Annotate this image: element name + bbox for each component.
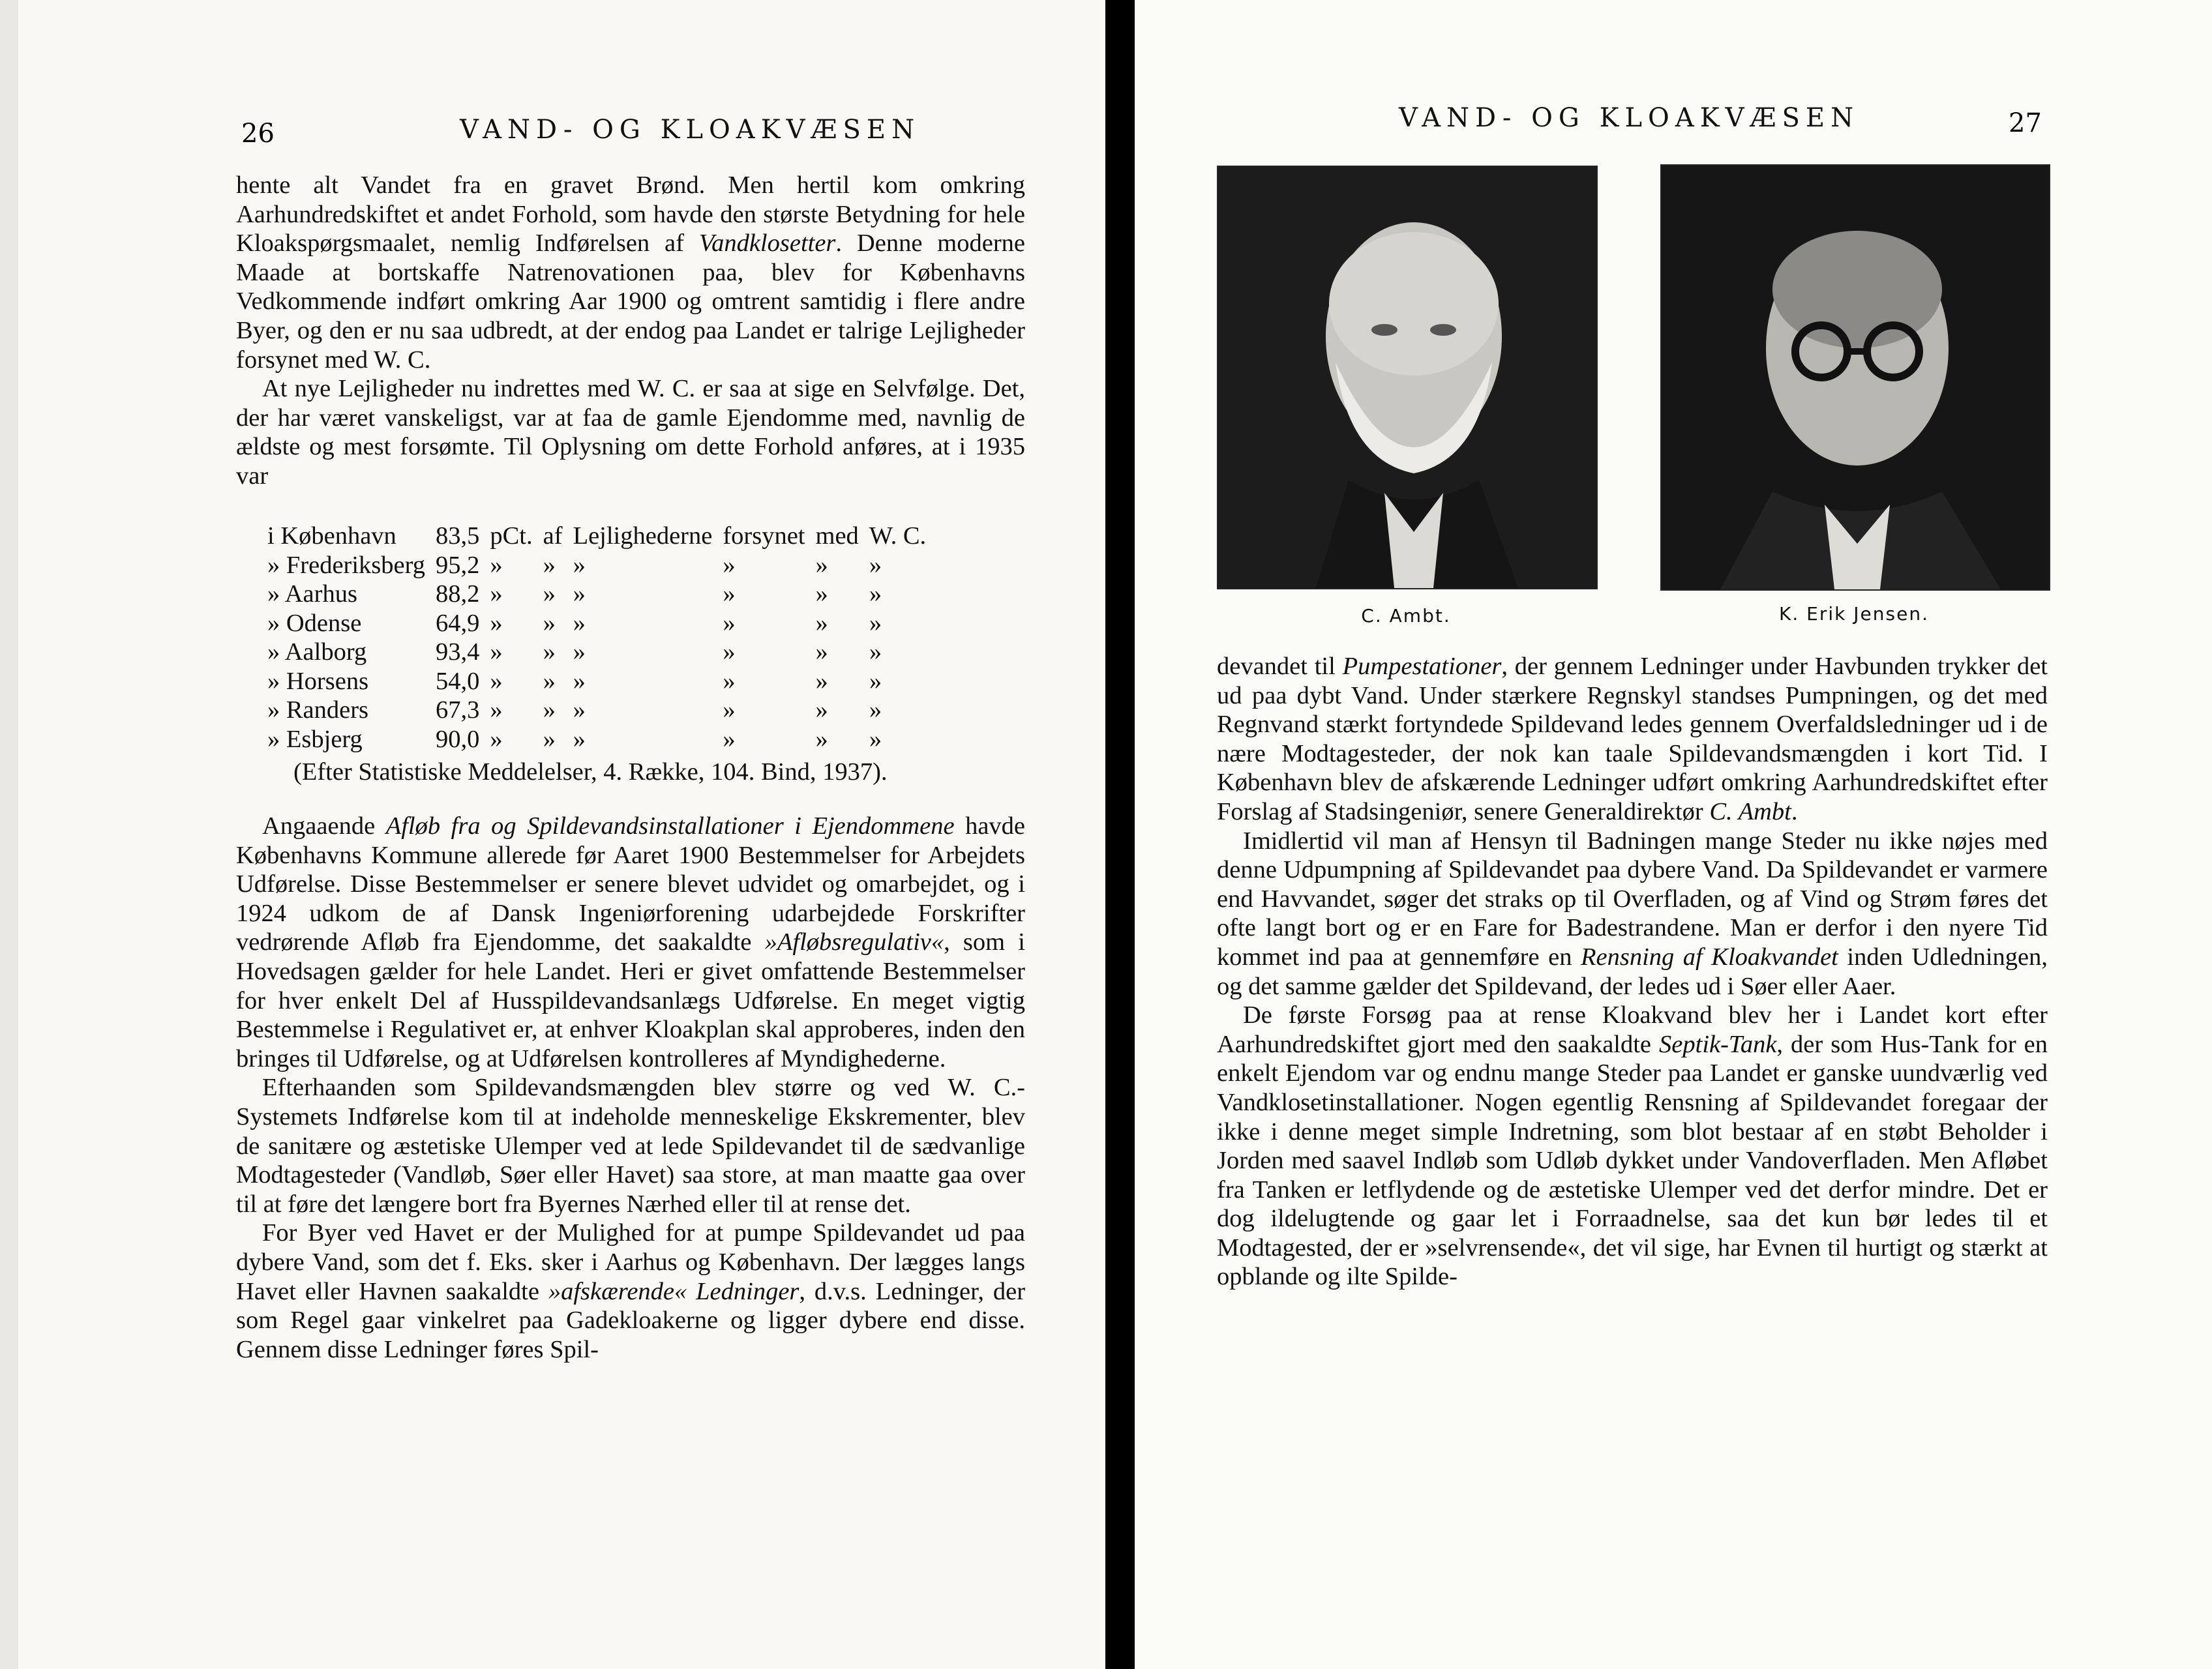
- table-cell-c5: »: [815, 638, 828, 666]
- table-cell-c5: med: [815, 522, 859, 550]
- paragraph: Efterhaanden som Spildevandsmængden blev større og ved W. C.-Systemets Indførelse kom til at indeholde menneskelige Ekskrementer, blev de sanitære og æstetiske Ulemper ved at lede Spildevandet til de sædvanlige Modtagesteder (Vandløb, Søer eller Havet) saa store, at man maatte gaa over til at føre det længere bort fra Byernes Nærhed eller til at rense det.: [236, 1074, 1025, 1218]
- table-cell-c6: »: [869, 580, 882, 608]
- table-cell-c1: »: [490, 696, 503, 724]
- table-cell-c4: »: [723, 609, 736, 637]
- table-cell-c6: W. C.: [869, 522, 927, 550]
- table-cell-c6: »: [869, 696, 882, 724]
- table-cell-c6: »: [869, 551, 882, 579]
- table-cell-c3: »: [573, 551, 586, 579]
- portrait-photo: [1660, 164, 2050, 591]
- right-page: [1135, 0, 2212, 1669]
- table-cell-c2: »: [543, 551, 556, 579]
- table-cell-c2: »: [543, 725, 556, 753]
- table-cell-c6: »: [869, 725, 882, 753]
- table-row: [267, 609, 936, 638]
- running-head: VAND- OG KLOAKVÆSEN: [460, 115, 921, 145]
- table-source: (Efter Statistiske Meddelelser, 4. Række, 104. Bind, 1937).: [293, 758, 888, 786]
- statistics-table: [267, 522, 936, 754]
- table-cell-city: » Esbjerg: [267, 725, 363, 753]
- paragraph: At nye Lejligheder nu indrettes med W. C. er saa at sige en Selvfølge. Det, der har været vanskeligst, var at faa de gamle Ejendomme med, navnlig de ældste og mest forsømte. Til Oplysning om dette Forhold anføres, at i 1935 var: [236, 375, 1025, 490]
- table-cell-c6: »: [869, 667, 882, 695]
- caption: C. Ambt.: [1361, 605, 1451, 627]
- table-cell-c3: »: [573, 696, 586, 724]
- table-cell-c1: »: [490, 580, 503, 608]
- table-cell-c3: Lejlighederne: [573, 522, 713, 550]
- table-cell-c4: »: [723, 551, 736, 579]
- table-cell-c3: »: [573, 580, 586, 608]
- page-edge: [0, 0, 18, 1669]
- table-row: [267, 638, 936, 667]
- page-number: 26: [241, 119, 275, 149]
- table-cell-c5: »: [815, 609, 828, 637]
- portrait-illustration: [1662, 166, 2049, 589]
- table-cell-c3: »: [573, 638, 586, 666]
- table-row: [267, 551, 936, 580]
- table-cell-c1: pCt.: [490, 522, 533, 550]
- table-cell-c2: »: [543, 580, 556, 608]
- table-cell-c5: »: [815, 551, 828, 579]
- running-head: VAND- OG KLOAKVÆSEN: [1399, 103, 1860, 133]
- text-block-bottom: [236, 812, 1025, 1364]
- portrait-photo: [1217, 166, 1598, 589]
- table-cell-value: 67,3: [436, 696, 480, 724]
- table-cell-c3: »: [573, 725, 586, 753]
- table-cell-city: » Randers: [267, 696, 369, 724]
- table-cell-c5: »: [815, 696, 828, 724]
- table-cell-city: » Aarhus: [267, 580, 357, 608]
- table-cell-c2: »: [543, 609, 556, 637]
- table-cell-c3: »: [573, 609, 586, 637]
- table-cell-c4: »: [723, 638, 736, 666]
- left-page: [0, 0, 1105, 1669]
- table-row: [267, 725, 936, 754]
- table-row: [267, 667, 936, 696]
- paragraph: devandet til Pumpestationer, der gennem Ledninger under Havbunden trykker det ud paa dybt Vand. Under stærkere Regnskyl standses Pumpningen, og det med Regnvand stærkt fortyndede Spildevand ledes gennem Overfaldsledninger ud i de nære Modtagesteder, der nok kan taale Spildevandsmængden i kort Tid. I København blev de afskærende Ledninger udført omkring Aarhundredskiftet efter Forslag af Stadsingeniør, senere Generaldirektør C. Ambt.: [1217, 653, 2048, 825]
- text-block: [1217, 652, 2048, 1292]
- caption: K. Erik Jensen.: [1779, 603, 1929, 625]
- table-cell-c1: »: [490, 551, 503, 579]
- table-cell-c5: »: [815, 725, 828, 753]
- table-cell-c2: »: [543, 696, 556, 724]
- table-cell-value: 93,4: [436, 638, 480, 666]
- paragraph: Angaaende Afløb fra og Spildevandsinstallationer i Ejendommene havde Københavns Kommune allerede før Aaret 1900 Bestemmelser for Arbejdets Udførelse. Disse Bestemmelser er senere blevet udvidet og omarbejdet, og i 1924 udkom de af Dansk Ingeniørforening udarbejdede Forskrifter vedrørende Afløb fra Ejendomme, det saakaldte »Afløbsregulativ«, som i Hovedsagen gælder for hele Landet. Heri er givet omfattende Bestemmelser for hver enkelt Del af Husspildevandsanlægs Udførelse. En meget vigtig Bestemmelse i Regulativet er, at enhver Kloakplan skal approberes, inden den bringes til Udførelse, og at Udførelsen kontrolleres af Myndighederne.: [236, 812, 1026, 1072]
- table-cell-c2: »: [543, 638, 556, 666]
- table-cell-c2: »: [543, 667, 556, 695]
- table-cell-c1: »: [490, 638, 503, 666]
- text-block-top: [236, 171, 1025, 491]
- table-cell-value: 83,5: [436, 522, 480, 550]
- table-cell-c1: »: [490, 667, 503, 695]
- table-cell-c2: af: [543, 522, 563, 550]
- table-cell-city: » Frederiksberg: [267, 551, 425, 579]
- table-cell-city: » Horsens: [267, 667, 369, 695]
- page-number: 27: [2009, 108, 2042, 138]
- portrait-illustration: [1218, 167, 1596, 588]
- table-cell-c5: »: [815, 580, 828, 608]
- table-cell-c4: »: [723, 725, 736, 753]
- table-cell-value: 95,2: [436, 551, 480, 579]
- table-cell-city: i København: [267, 522, 396, 550]
- table-cell-value: 54,0: [436, 667, 480, 695]
- table-row: [267, 580, 936, 609]
- table-cell-c3: »: [573, 667, 586, 695]
- table-cell-value: 64,9: [436, 609, 480, 637]
- paragraph: hente alt Vandet fra en gravet Brønd. Men hertil kom omkring Aarhundredskiftet et andet Forhold, som havde den største Betydning for hele Kloakspørgsmaalet, nemlig Indførelsen af Vandklosetter. Denne moderne Maade at bortskaffe Natrenovationen paa, blev for Københavns Vedkommende indført omkring Aar 1900 og omtrent samtidig i flere andre Byer, og den er nu saa udbredt, at der endog paa Landet er talrige Lejligheder forsynet med W. C.: [236, 171, 1025, 374]
- table-cell-city: » Odense: [267, 609, 362, 637]
- table-cell-c5: »: [815, 667, 828, 695]
- paragraph: Imidlertid vil man af Hensyn til Badningen mange Steder nu ikke nøjes med denne Udpumpning af Spildevandet paa dybere Vand. Da Spildevandet er varmere end Havvandet, søger det straks op til Overfladen, og af Vind og Strøm føres det ofte langt bort og er en Fare for Badestrandene. Man er derfor i den nyere Tid kommet ind paa at gennemføre en Rensning af Kloakvandet inden Udledningen, og det samme gælder det Spildevand, der ledes ud i Søer eller Aaer.: [1217, 827, 2048, 1000]
- table-cell-c6: »: [869, 638, 882, 666]
- table-row: [267, 522, 936, 551]
- table-cell-value: 88,2: [436, 580, 480, 608]
- table-cell-c4: forsynet: [723, 522, 805, 550]
- paragraph: De første Forsøg paa at rense Kloakvand blev her i Landet kort efter Aarhundredskiftet gjort med den saakaldte Septik-Tank, der som Hus-Tank for en enkelt Ejendom var og endnu mange Steder paa Landet er ganske uundværlig ved Vandklosetinstallationer. Nogen egentlig Rensning af Spildevandet foregaar der ikke i denne meget simple Indretning, som blot bestaar af en støbt Beholder i Jorden med saavel Indløb som Udløb dykket under Vandoverfladen. Men Afløbet fra Tanken er letflydende og de æstetiske Ulemper ved det derfor mindre. Det er dog ildelugtende og gaar let i Forraadnelse, saa det kun bør ledes til et Modtagested, der er »selvrensende«, det vil sige, har Evnen til hurtigt og stærkt at opblande og ilte Spilde-: [1217, 1001, 2048, 1291]
- table-cell-c6: »: [869, 609, 882, 637]
- table-cell-c1: »: [490, 725, 503, 753]
- table-cell-city: » Aalborg: [267, 638, 367, 666]
- table-row: [267, 696, 936, 725]
- table-cell-value: 90,0: [436, 725, 480, 753]
- paragraph: For Byer ved Havet er der Mulighed for at pumpe Spildevandet ud paa dybere Vand, som det f. Eks. sker i Aarhus og København. Der lægges langs Havet eller Havnen saakaldte »afskærende« Ledninger, d.v.s. Ledninger, der som Regel gaar vinkelret paa Gadekloakerne og ligger dybere end disse. Gennem disse Ledninger føres Spil-: [236, 1219, 1026, 1363]
- table-cell-c1: »: [490, 609, 503, 637]
- table-cell-c4: »: [723, 580, 736, 608]
- table-cell-c4: »: [723, 667, 736, 695]
- table-cell-c4: »: [723, 696, 736, 724]
